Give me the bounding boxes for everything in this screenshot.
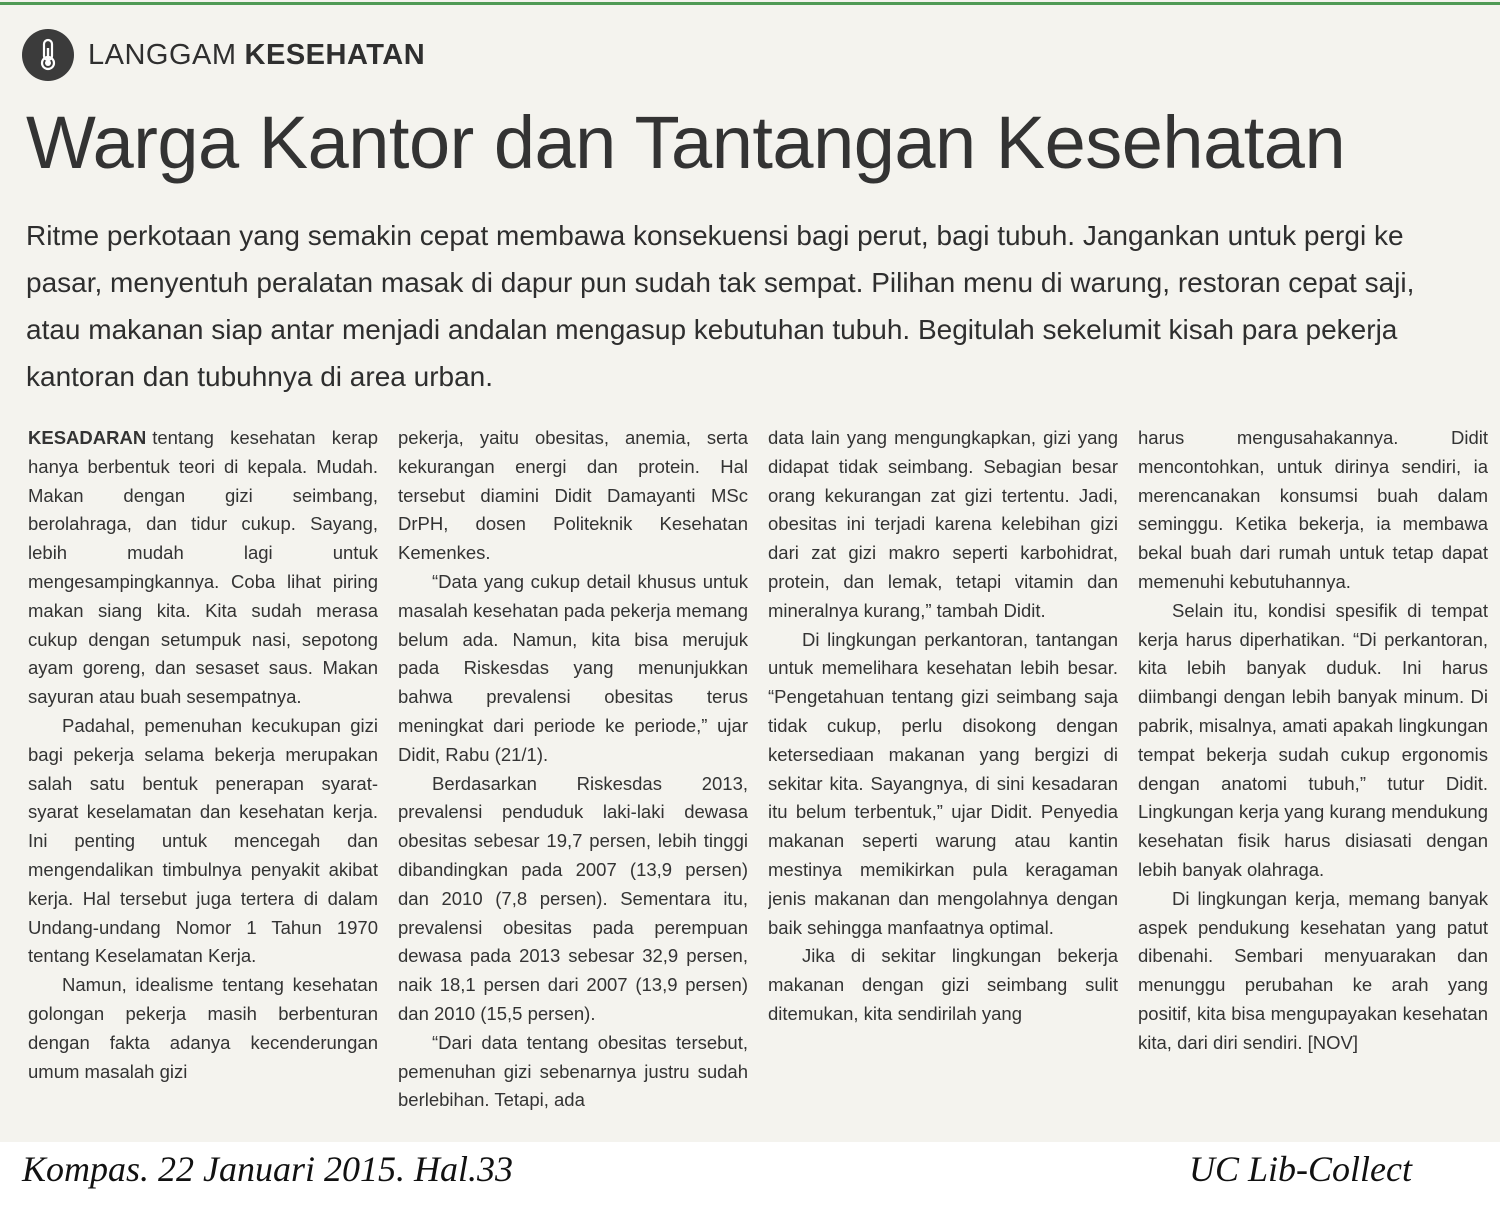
article-paragraph: Padahal, pemenuhan kecukupan gizi bagi pekerja selama bekerja merupakan salah satu bentuk penerapan syarat-syarat keselamatan dan kesehatan kerja. Ini penting untuk mencegah dan mengendalikan timbulnya penyakit akibat kerja. Hal tersebut juga tertera di dalam Undang-undang Nomor 1 Tahun 1970 tentang Keselamatan Kerja. — [28, 714, 378, 967]
article-paragraph: Di lingkungan kerja, memang banyak aspek pendukung kesehatan yang patut dibenahi. Sembari menyuarakan dan menunggu perubahan ke arah yang positif, kita bisa mengupayakan kesehatan kita, dari diri sendiri. [NOV] — [1138, 887, 1488, 1053]
rubric-label: LANGGAM — [88, 38, 237, 71]
headline: Warga Kantor dan Tantangan Kesehatan — [26, 101, 1346, 184]
article-column-3 — [768, 424, 1118, 1114]
kicker-word: KESADARAN — [28, 427, 147, 448]
paragraph-text: tentang kesehatan kerap hanya berbentuk teori di kepala. Mudah. Makan dengan gizi seimbang, berolahraga, dan tidur cukup. Sayang, lebih mudah lagi untuk mengesampingkannya. Coba lihat piring makan siang kita. Kita sudah merasa cukup dengan setumpuk nasi, sepotong ayam goreng, dan sesaset saus. Makan sayuran atau buah sesempatnya. — [28, 427, 378, 708]
thermometer-icon — [22, 29, 74, 81]
article-paragraph: data lain yang mengungkapkan, gizi yang didapat tidak seimbang. Sebagian besar orang kekurangan zat gizi tertentu. Jadi, obesitas ini terjadi karena kelebihan gizi dari zat gizi makro seperti karbohidrat, protein, dan lemak, tetapi vitamin dan mineralnya kurang,” tambah Didit. — [768, 427, 1118, 621]
article-column-2 — [398, 424, 748, 1114]
article-column-1 — [28, 424, 378, 1114]
top-accent-rule — [0, 2, 1500, 5]
article-paragraph: pekerja, yaitu obesitas, anemia, serta kekurangan energi dan protein. Hal tersebut diamini Didit Damayanti MSc DrPH, dosen Politeknik Kesehatan Kemenkes. — [398, 427, 748, 564]
article-paragraph: Di lingkungan perkantoran, tantangan untuk memelihara kesehatan lebih besar. “Pengetahuan tentang gizi seimbang saja tidak cukup, perlu disokong dengan ketersediaan makanan yang bergizi di sekitar kita. Sayangnya, di sini kesadaran itu belum terbentuk,” ujar Didit. Penyedia makanan seperti warung atau kantin mestinya memikirkan pula keragaman jenis makanan dan mengolahnya dengan baik sehingga manfaatnya optimal. — [768, 628, 1118, 938]
source-citation: Kompas. 22 Januari 2015. Hal.33 — [22, 1149, 514, 1189]
article-paragraph: “Data yang cukup detail khusus untuk masalah kesehatan pada pekerja memang belum ada. Namun, kita bisa merujuk pada Riskesdas yang menunjukkan bahwa prevalensi obesitas terus meningkat dari periode ke periode,” ujar Didit, Rabu (21/1). — [398, 570, 748, 765]
article-paragraph: harus mengusahakannya. Didit mencontohkan, untuk dirinya sendiri, ia merencanakan konsumsi buah dalam seminggu. Ketika bekerja, ia membawa bekal buah dari rumah untuk tetap dapat memenuhi kebutuhannya. — [1138, 427, 1488, 592]
collection-credit: UC Lib-Collect — [1189, 1149, 1412, 1189]
rubric-title — [88, 39, 425, 72]
lead-paragraph: Ritme perkotaan yang semakin cepat membawa konsekuensi bagi perut, bagi tubuh. Jangankan untuk pergi ke pasar, menyentuh peralatan masak di dapur pun sudah tak sempat. Pilihan menu di warung, restoran cepat saji, atau makanan siap antar menjadi andalan mengasup kebutuhan tubuh. Begitulah sekelumit kisah para pekerja kantoran dan tubuhnya di area urban. — [26, 220, 1415, 392]
article-paragraph: Jika di sekitar lingkungan bekerja makanan dengan gizi seimbang sulit ditemukan, kita sendirilah yang — [768, 945, 1118, 1024]
article-paragraph: Berdasarkan Riskesdas 2013, prevalensi penduduk laki-laki dewasa obesitas sebesar 19,7 persen, lebih tinggi dibandingkan pada 2007 (13,9 persen) dan 2010 (7,8 persen). Sementara itu, prevalensi obesitas pada perempuan dewasa pada 2013 sebesar 32,9 persen, naik 18,1 persen dari 2007 (13,9 persen) dan 2010 (15,5 persen). — [398, 772, 748, 1024]
article-paragraph: Selain itu, kondisi spesifik di tempat kerja harus diperhatikan. “Di perkantoran, kita lebih banyak duduk. Ini harus diimbangi dengan lebih banyak minum. Di pabrik, misalnya, amati apakah lingkungan tempat bekerja sudah cukup ergonomis dengan anatomi tubuh,” tutur Didit. Lingkungan kerja yang kurang mendukung kesehatan fisik harus disiasati dengan lebih banyak olahraga. — [1138, 599, 1488, 880]
article-paragraph — [28, 424, 378, 712]
article-paragraph: Namun, idealisme tentang kesehatan golongan pekerja masih berbenturan dengan fakta adanya kecenderungan umum masalah gizi — [28, 974, 378, 1082]
rubric-topic: KESEHATAN — [244, 38, 426, 71]
article-column-4 — [1138, 424, 1488, 1114]
section-rubric — [22, 28, 425, 82]
article-paragraph: “Dari data tentang obesitas tersebut, pemenuhan gizi sebenarnya justru sudah berlebihan. Tetapi, ada — [398, 1031, 748, 1111]
article-body — [28, 424, 1488, 1114]
